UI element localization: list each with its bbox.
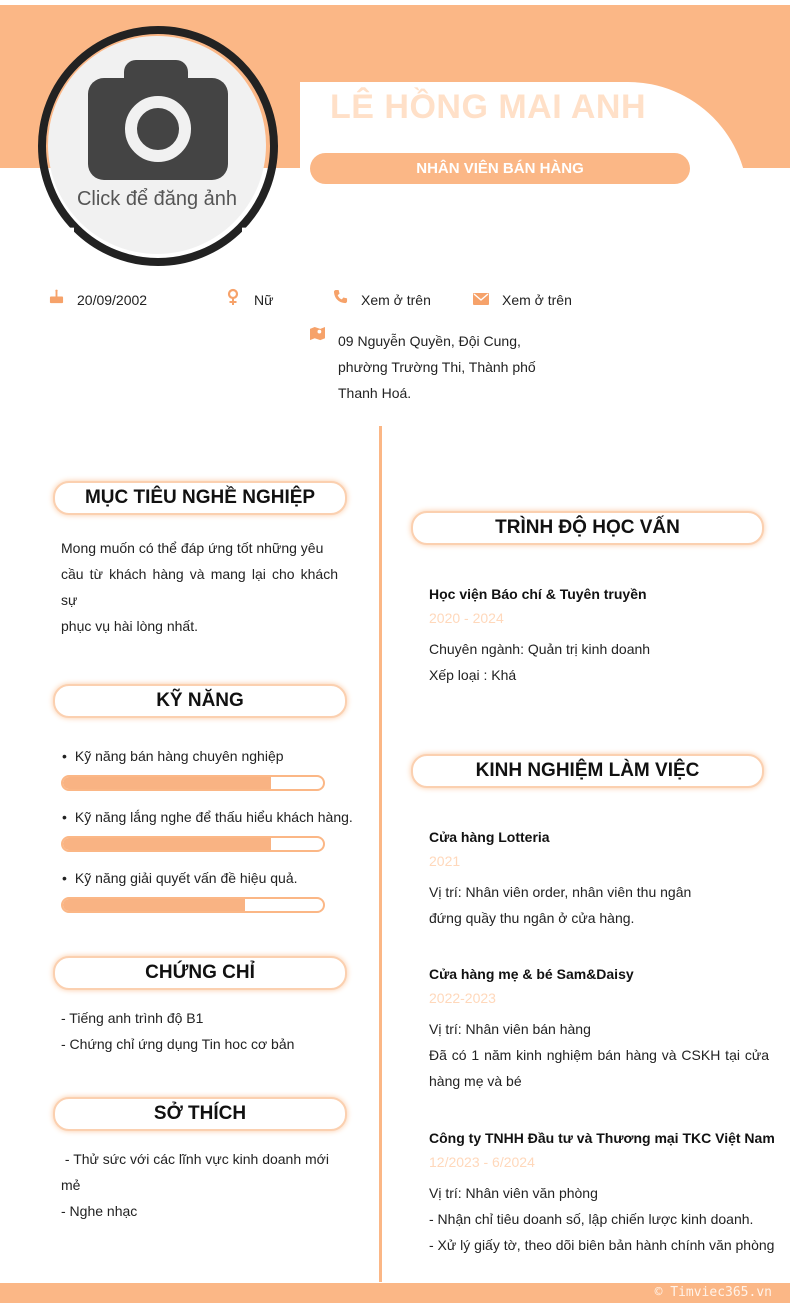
job-period: 2022-2023 (429, 990, 496, 1006)
job-details (429, 879, 769, 931)
job-line: hàng mẹ và bé (429, 1073, 522, 1089)
objective-heading: MỤC TIÊU NGHỀ NGHIỆP (53, 481, 347, 515)
skill-bar-fill (63, 899, 245, 911)
footer-bar (0, 1283, 790, 1303)
job-line: Vị trí: Nhân viên bán hàng (429, 1021, 591, 1037)
skill-bar-fill (63, 838, 271, 850)
address-line: 09 Nguyễn Quyền, Đội Cung, (338, 333, 521, 349)
education-heading: TRÌNH ĐỘ HỌC VẤN (411, 511, 764, 545)
skill-label: • Kỹ năng bán hàng chuyên nghiệp (62, 748, 284, 764)
job-company: Cửa hàng Lotteria (429, 829, 550, 845)
job-line: - Xử lý giấy tờ, theo dõi biên bản hành chính văn phòng (429, 1237, 775, 1253)
email-icon (473, 291, 489, 309)
certificates-heading: CHỨNG CHỈ (53, 956, 347, 990)
skill-label: • Kỹ năng lắng nghe để thấu hiểu khách hàng. (62, 809, 353, 825)
hobby-line: mẻ (61, 1177, 81, 1193)
skill-bar (61, 836, 325, 852)
camera-lens-icon (125, 96, 191, 162)
job-line: Vị trí: Nhân viên văn phòng (429, 1185, 598, 1201)
candidate-name: LÊ HỒNG MAI ANH (330, 88, 647, 126)
skill-bar (61, 897, 325, 913)
objective-line: cầu từ khách hàng và mang lại cho khách sự (61, 566, 338, 608)
phone-value: Xem ở trên (361, 292, 431, 308)
certificate-item: - Tiếng anh trình độ B1 (61, 1010, 204, 1026)
job-line: Vị trí: Nhân viên order, nhân viên thu ngân (429, 884, 692, 900)
address-value (338, 328, 536, 406)
objective-line: phục vụ hài lòng nhất. (61, 618, 198, 634)
job-line: - Nhận chỉ tiêu doanh số, lập chiến lược kinh doanh. (429, 1211, 754, 1227)
certificates-list (61, 1005, 341, 1057)
job-line: Đã có 1 năm kinh nghiệm bán hàng và CSKH tại cửa (429, 1047, 769, 1063)
education-grade: Xếp loại : Khá (429, 667, 517, 683)
objective-text (61, 535, 338, 639)
address-line: Thanh Hoá. (338, 385, 412, 401)
hobbies-heading: SỞ THÍCH (53, 1097, 347, 1131)
hobby-line: - Thử sức với các lĩnh vực kinh doanh mới (61, 1151, 329, 1167)
gender-icon (226, 288, 240, 310)
education-details (429, 636, 769, 688)
hobbies-text (61, 1146, 338, 1224)
education-period: 2020 - 2024 (429, 610, 504, 626)
job-company: Công ty TNHH Đầu tư và Thương mại TKC Việt Nam (429, 1130, 775, 1146)
address-line: phường Trường Thi, Thành phố (338, 359, 536, 375)
upload-photo-label: Click để đăng ảnh (76, 188, 238, 210)
hobby-line: - Nghe nhạc (61, 1203, 138, 1219)
skill-bar-fill (63, 777, 271, 789)
job-period: 2021 (429, 853, 461, 869)
experience-heading: KINH NGHIỆM LÀM VIỆC (411, 754, 764, 788)
position-badge: NHÂN VIÊN BÁN HÀNG (310, 153, 690, 184)
job-period: 12/2023 - 6/2024 (429, 1154, 535, 1170)
skill-bar (61, 775, 325, 791)
job-details (429, 1016, 769, 1094)
birthday-cake-icon (49, 289, 64, 308)
footer-watermark: © Timviec365.vn (654, 1285, 772, 1300)
education-major: Chuyên ngành: Quản trị kinh doanh (429, 641, 651, 657)
birthday-value: 20/09/2002 (77, 292, 148, 308)
gender-value: Nữ (254, 292, 274, 308)
objective-line: Mong muốn có thể đáp ứng tốt những yêu (61, 540, 324, 556)
skill-label: • Kỹ năng giải quyết vấn đề hiệu quả. (62, 870, 298, 886)
job-line: đứng quầy thu ngân ở cửa hàng. (429, 910, 635, 926)
job-details (429, 1180, 774, 1258)
column-divider (379, 426, 382, 1282)
job-company: Cửa hàng mẹ & bé Sam&Daisy (429, 966, 634, 982)
phone-icon (333, 289, 348, 308)
school-name: Học viện Báo chí & Tuyên truyền (429, 586, 647, 602)
map-pin-icon (309, 326, 326, 345)
avatar-upload[interactable] (48, 36, 266, 254)
skills-heading: KỸ NĂNG (53, 684, 347, 718)
email-value: Xem ở trên (502, 292, 572, 308)
certificate-item: - Chứng chỉ ứng dụng Tin hoc cơ bản (61, 1036, 295, 1052)
